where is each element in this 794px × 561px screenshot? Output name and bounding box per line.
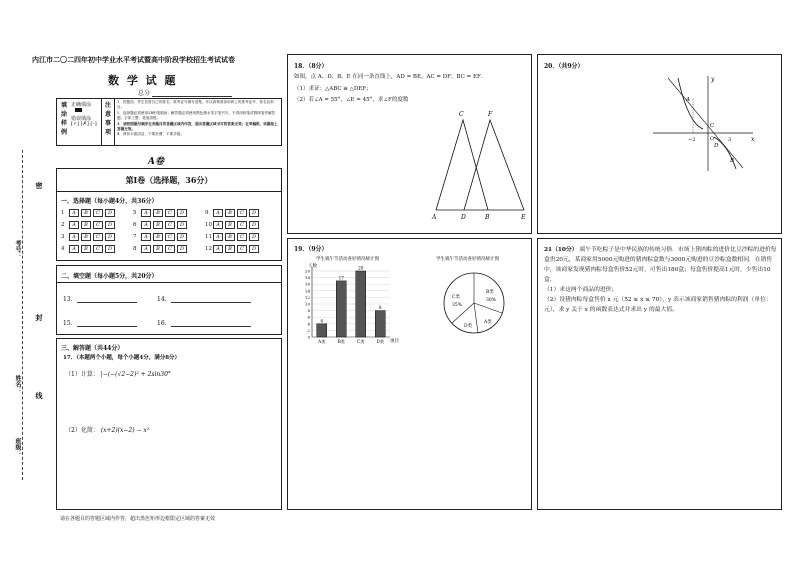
total-blank[interactable] — [152, 90, 232, 97]
option-a-bubble[interactable]: A — [213, 209, 223, 217]
question-5 — [133, 209, 205, 217]
answer-blank[interactable] — [77, 320, 137, 327]
label-c: C — [710, 123, 715, 129]
option-c-bubble[interactable]: C — [165, 233, 175, 241]
bar-D类 — [375, 311, 385, 337]
note-2: 2．选择题必须使用2B铅笔填涂；解答题必须使用黑色墨水签字笔书写，不得用铅笔或圆珠笔作解答题；字体工整、笔迹清楚。 — [117, 110, 276, 121]
q18-title: 18．（8分） — [294, 63, 328, 70]
note-3: 3．请按照题号顺序在各题目的答题区域内作答，超出答题区域书写的答案无效；在草稿纸、试题卷上答题无效。 — [117, 121, 278, 132]
q21-box — [537, 238, 782, 510]
question-8 — [133, 245, 205, 253]
choice-section — [56, 168, 282, 261]
label-a: A — [432, 214, 437, 220]
pie-chart-title: 学生端午节活动喜好情况统计图 — [436, 257, 499, 262]
q20-title: 20．（共9分） — [544, 63, 584, 70]
option-b-bubble[interactable]: B — [153, 221, 163, 229]
option-c-bubble[interactable]: C — [93, 221, 103, 229]
pie-label-a: A类 — [484, 320, 492, 325]
question-number: 7 — [133, 234, 137, 240]
label-b: B — [730, 158, 735, 164]
question-number: 11 — [205, 234, 212, 240]
question-6 — [133, 221, 205, 229]
label-e: E — [521, 214, 526, 220]
fill-title: 二、填空题（每小题5分，共20分） — [61, 273, 158, 280]
question-number: 5 — [133, 210, 137, 216]
option-d-bubble[interactable]: D — [177, 221, 187, 229]
section-a-label: A卷 — [148, 157, 164, 167]
q18-box — [287, 54, 532, 234]
label-c: C — [459, 111, 464, 118]
question-number: 2 — [61, 222, 65, 228]
option-a-bubble[interactable]: A — [69, 245, 79, 253]
option-c-bubble[interactable]: C — [93, 209, 103, 217]
bar-value-label: 8 — [378, 305, 382, 311]
triangle-def — [464, 120, 524, 210]
label-a: A — [686, 97, 690, 103]
option-c-bubble[interactable]: C — [165, 209, 175, 217]
hyperbola-branch-1 — [678, 78, 703, 129]
option-b-bubble[interactable]: B — [81, 245, 91, 253]
fill-example-label: 填 涂 样 例 — [61, 102, 68, 136]
field-name: 姓名： — [14, 375, 21, 393]
bar-chart-ylabel: 人数 — [308, 264, 317, 269]
label-x: x — [751, 136, 755, 143]
q18-part2: （2）若∠A = 55°，∠E = 45°，求∠F的度数 — [294, 97, 409, 103]
option-b-bubble[interactable]: B — [81, 209, 91, 217]
fill-item-14 — [157, 294, 251, 303]
question-9 — [205, 209, 277, 217]
q19-box — [287, 238, 532, 510]
footer-note: 请在各题目的答题区域内作答，超出黑色矩形边框限定区域的答案无效 — [60, 516, 216, 522]
fill-item-label: 13． — [63, 296, 77, 303]
question-12 — [205, 245, 277, 253]
notes-label: 注 意 事 项 — [105, 102, 112, 136]
correct-fill-mark — [75, 108, 82, 112]
q19-title: 19．（9分） — [294, 246, 328, 253]
option-b-bubble[interactable]: B — [225, 245, 235, 253]
question-number: 10 — [205, 222, 212, 228]
exam-title: 内江市二〇二四年初中学业水平考试暨高中阶段学校招生考试试卷 — [32, 55, 235, 64]
fill-item-label: 15． — [63, 320, 77, 327]
choice-row — [61, 245, 277, 257]
bar-chart-xlabel: 项目 — [390, 339, 399, 344]
y-tick-label: 16 — [304, 281, 310, 287]
fill-section — [56, 265, 282, 335]
option-c-bubble[interactable]: C — [165, 221, 175, 229]
answer-blank[interactable] — [77, 296, 137, 303]
q17-part2-expression: (x+2)(x−2) − x² — [100, 427, 150, 434]
q17-part1 — [65, 369, 171, 378]
divider — [57, 282, 281, 283]
y-tick-label: 10 — [304, 301, 310, 307]
q21-content — [544, 245, 777, 315]
fill-item-label: 14． — [157, 296, 171, 303]
field-exam-number: 考号： — [14, 240, 21, 258]
question-number: 6 — [133, 222, 137, 228]
option-a-bubble[interactable]: A — [213, 233, 223, 241]
q18-triangle-figure — [428, 105, 528, 220]
fill-item-13 — [63, 294, 137, 303]
instructions-box — [56, 98, 282, 146]
bar-chart — [294, 253, 404, 348]
field-class: 班级： — [14, 438, 21, 456]
y-tick-label: 12 — [304, 294, 310, 300]
label-o: O — [710, 136, 715, 142]
q18-text: 如图，点 A、D、B、E 在同一条直线上，AD = BE，AC = DF，BC = EF． — [294, 74, 487, 80]
seal-char-1: 密 — [35, 182, 44, 189]
seal-char-2: 封 — [35, 314, 44, 321]
option-a-bubble[interactable]: A — [69, 233, 79, 241]
wrong-fill-marks: [✓] [✗] [–] — [71, 121, 97, 127]
pie-label-c-pct: 35% — [452, 303, 463, 308]
q21-part1: （1）求这两个商品的进价； — [544, 287, 618, 293]
bar-chart-title: 学生端午节活动喜好情况统计图 — [316, 257, 379, 262]
divider — [101, 99, 102, 145]
question-1 — [61, 209, 133, 217]
option-b-bubble[interactable]: B — [225, 233, 235, 241]
label-f: F — [488, 111, 493, 118]
option-d-bubble[interactable]: D — [177, 209, 187, 217]
y-tick-label: 14 — [304, 288, 310, 294]
q21-title: 21（10分） — [544, 247, 578, 253]
seal-line — [22, 150, 23, 480]
q20-function-graph — [648, 73, 758, 173]
option-d-bubble[interactable]: D — [105, 209, 115, 217]
pie-label-b-pct: 30% — [486, 298, 497, 303]
option-b-bubble[interactable]: B — [225, 209, 235, 217]
part1-title: 第Ⅰ卷（选择题，36分） — [125, 175, 213, 185]
q17-part2 — [65, 425, 149, 434]
option-d-bubble[interactable]: D — [105, 233, 115, 241]
option-c-bubble[interactable]: C — [237, 245, 247, 253]
option-b-bubble[interactable]: B — [153, 233, 163, 241]
question-number: 1 — [61, 210, 65, 216]
y-tick-label: 18 — [304, 275, 310, 281]
option-c-bubble[interactable]: C — [93, 245, 103, 253]
option-c-bubble[interactable]: C — [237, 221, 247, 229]
answer-blank[interactable] — [171, 320, 251, 327]
answer-blank[interactable] — [171, 296, 251, 303]
option-b-bubble[interactable]: B — [225, 221, 235, 229]
notes-list — [117, 100, 280, 138]
pie-label-d: D类 — [464, 324, 473, 329]
label-b: B — [485, 214, 490, 220]
bar-A类 — [317, 324, 327, 337]
seal-char-3: 线 — [35, 392, 44, 399]
question-number: 4 — [61, 246, 65, 252]
bar-value-label: 20 — [358, 265, 364, 271]
label-3: 3 — [728, 137, 732, 143]
option-c-bubble[interactable]: C — [237, 233, 247, 241]
option-b-bubble[interactable]: B — [153, 209, 163, 217]
question-number: 9 — [205, 210, 209, 216]
subject-title: 数 学 试 题 — [108, 74, 178, 87]
hyperbola-branch-2 — [714, 137, 736, 169]
choice-title: 一、选择题（每小题4分，共36分） — [61, 198, 158, 205]
q21-text: 端午节吃粽子是中华民族的传统习俗．市场上猪肉粽的进价比豆沙粽的进价每盒贵20元，某商家用5000元购进的猪肉粽盒数与3000元购进的豆沙粽盒数相同．在销售中，该商家发现猪肉粽每盒售价52元时，可售出180盒；每盒售价提高1元时，少售出10盒． — [544, 247, 777, 283]
correct-fill-label: 正确填涂 — [71, 102, 92, 108]
total-label: 总分 — [138, 90, 151, 97]
question-number: 8 — [133, 246, 137, 252]
label-d: D — [714, 143, 719, 149]
x-tick-label: C类 — [357, 339, 365, 344]
option-a-bubble[interactable]: A — [69, 221, 79, 229]
y-tick-label: 8 — [307, 308, 310, 314]
option-d-bubble[interactable]: D — [105, 245, 115, 253]
option-a-bubble[interactable]: A — [213, 245, 223, 253]
q20-box — [537, 54, 782, 234]
bar-chart-body — [305, 266, 390, 346]
q17-part1-expression: |−(−(√2−2)² + 2sin30° — [100, 371, 171, 378]
question-7 — [133, 233, 205, 241]
bar-value-label: 17 — [338, 275, 344, 281]
question-number: 3 — [61, 234, 65, 240]
bar-C类 — [356, 271, 366, 337]
option-d-bubble[interactable]: D — [249, 209, 259, 217]
y-tick-label: 20 — [304, 268, 310, 274]
bar-value-label: 4 — [320, 318, 324, 324]
question-4 — [61, 245, 133, 253]
pie-label-c: C类 — [452, 295, 460, 300]
option-c-bubble[interactable]: C — [165, 245, 175, 253]
q21-part2: （2）设猪肉粽每盒售价 x 元（52 ≤ x ≤ 70），y 表示该商家销售猪肉粽的利润（单位：元），求 y 关于 x 的函数表达式并求出 y 的最大值。 — [544, 297, 772, 313]
option-a-bubble[interactable]: A — [69, 209, 79, 217]
question-3 — [61, 233, 133, 241]
y-tick-label: 2 — [307, 327, 310, 333]
option-b-bubble[interactable]: B — [153, 245, 163, 253]
solve-section — [56, 338, 282, 510]
solve-title: 三、解答题（共44分） — [61, 345, 124, 352]
choice-grid — [61, 209, 277, 257]
y-tick-label: 4 — [307, 321, 310, 327]
straight-line — [668, 78, 743, 168]
divider — [57, 191, 281, 192]
option-a-bubble[interactable]: A — [141, 221, 151, 229]
wrong-fill-label: 错误填涂 — [71, 116, 92, 122]
bar-B类 — [336, 281, 346, 337]
option-c-bubble[interactable]: C — [237, 209, 247, 217]
label-y: y — [711, 76, 715, 83]
option-b-bubble[interactable]: B — [81, 233, 91, 241]
option-c-bubble[interactable]: C — [93, 233, 103, 241]
x-tick-label: D类 — [376, 339, 385, 344]
option-d-bubble[interactable]: D — [105, 221, 115, 229]
choice-row — [61, 221, 277, 233]
pie-chart — [428, 253, 528, 348]
question-2 — [61, 221, 133, 229]
q18-part1: （1）求证：△ABC ≅ △DEF； — [294, 86, 372, 92]
option-a-bubble[interactable]: A — [141, 233, 151, 241]
option-a-bubble[interactable]: A — [213, 221, 223, 229]
q17-title: 17．（本题两个小题，每个小题4分，满分8分） — [63, 355, 181, 361]
x-tick-label: A类 — [318, 339, 326, 344]
option-a-bubble[interactable]: A — [141, 245, 151, 253]
question-10 — [205, 221, 277, 229]
x-tick-label: B类 — [337, 339, 345, 344]
option-d-bubble[interactable]: D — [177, 245, 187, 253]
fill-item-15 — [63, 318, 137, 327]
note-1: 1．答题前，考生先将自己的姓名、准考证号填写清楚，并认真核准条形码上的准考证号、姓名及科目。 — [117, 100, 274, 110]
option-d-bubble[interactable]: D — [249, 233, 259, 241]
choice-row — [61, 233, 277, 245]
option-d-bubble[interactable]: D — [249, 245, 259, 253]
q17-part2-label: （2）化简： — [65, 427, 99, 434]
option-a-bubble[interactable]: A — [141, 209, 151, 217]
option-b-bubble[interactable]: B — [81, 221, 91, 229]
choice-row — [61, 209, 277, 221]
label-minus2: −2 — [688, 137, 696, 143]
fill-item-label: 16． — [157, 320, 171, 327]
note-4: 4．保持卡面清洁，不要折叠、不要弄破。 — [117, 132, 184, 137]
option-d-bubble[interactable]: D — [249, 221, 259, 229]
q17-part1-label: （1）计算： — [65, 371, 99, 378]
question-11 — [205, 233, 277, 241]
y-tick-label: 6 — [307, 314, 310, 320]
total-score — [138, 88, 232, 97]
question-number: 12 — [205, 246, 212, 252]
fill-item-16 — [157, 318, 251, 327]
option-d-bubble[interactable]: D — [177, 233, 187, 241]
label-d: D — [461, 214, 466, 220]
pie-label-b: B类 — [486, 290, 494, 295]
y-tick-label: 0 — [307, 334, 310, 340]
divider-2 — [114, 99, 115, 145]
triangle-abc — [436, 120, 488, 210]
